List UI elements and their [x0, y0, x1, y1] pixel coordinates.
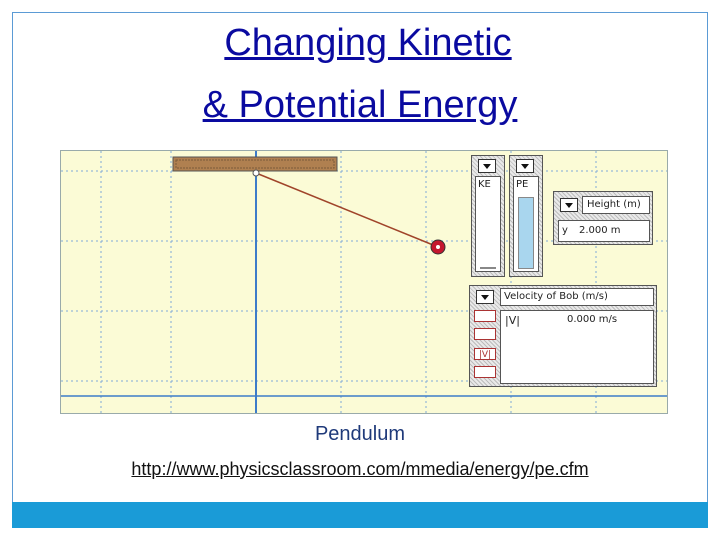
- pivot-point: [253, 170, 259, 176]
- slide-title-line-2: & Potential Energy: [202, 84, 518, 126]
- velocity-value: 0.000 m/s: [567, 314, 618, 325]
- footer-bar: [12, 502, 708, 528]
- side-label-v: |V|: [474, 348, 496, 360]
- side-icon-2: [474, 328, 496, 340]
- side-icon-3: [474, 366, 496, 378]
- height-meter: [553, 191, 653, 245]
- pe-bar-well: [513, 176, 539, 272]
- slide-title-line-1: Changing Kinetic: [224, 22, 512, 64]
- ke-bar-panel: [471, 155, 505, 277]
- height-readout: [558, 220, 650, 242]
- ke-dropdown[interactable]: [478, 159, 496, 173]
- velocity-var: |V|: [505, 314, 520, 327]
- ke-label: KE: [478, 179, 491, 190]
- height-value: 2.000 m: [579, 225, 621, 236]
- height-dropdown[interactable]: [560, 198, 578, 212]
- ke-bar-well: [475, 176, 501, 272]
- source-link[interactable]: http://www.physicsclassroom.com/mmedia/energy/pe.cfm: [131, 459, 589, 479]
- pe-bar-panel: [509, 155, 543, 277]
- caption: Pendulum: [314, 423, 406, 445]
- ke-bar-fill: [480, 267, 496, 269]
- pendulum-support: [173, 157, 337, 171]
- pe-dropdown[interactable]: [516, 159, 534, 173]
- velocity-label: Velocity of Bob (m/s): [500, 288, 654, 306]
- velocity-dropdown[interactable]: [476, 290, 494, 304]
- pendulum-rope: [256, 173, 438, 247]
- pendulum-simulation[interactable]: [60, 150, 668, 414]
- side-icon-1: [474, 310, 496, 322]
- velocity-readout: [500, 310, 654, 384]
- pe-label: PE: [516, 179, 529, 190]
- pe-bar-fill: [518, 197, 534, 269]
- height-label: Height (m): [582, 196, 650, 214]
- height-var: y: [562, 225, 568, 236]
- velocity-meter: [469, 285, 657, 387]
- bob-center-mark: [436, 245, 440, 249]
